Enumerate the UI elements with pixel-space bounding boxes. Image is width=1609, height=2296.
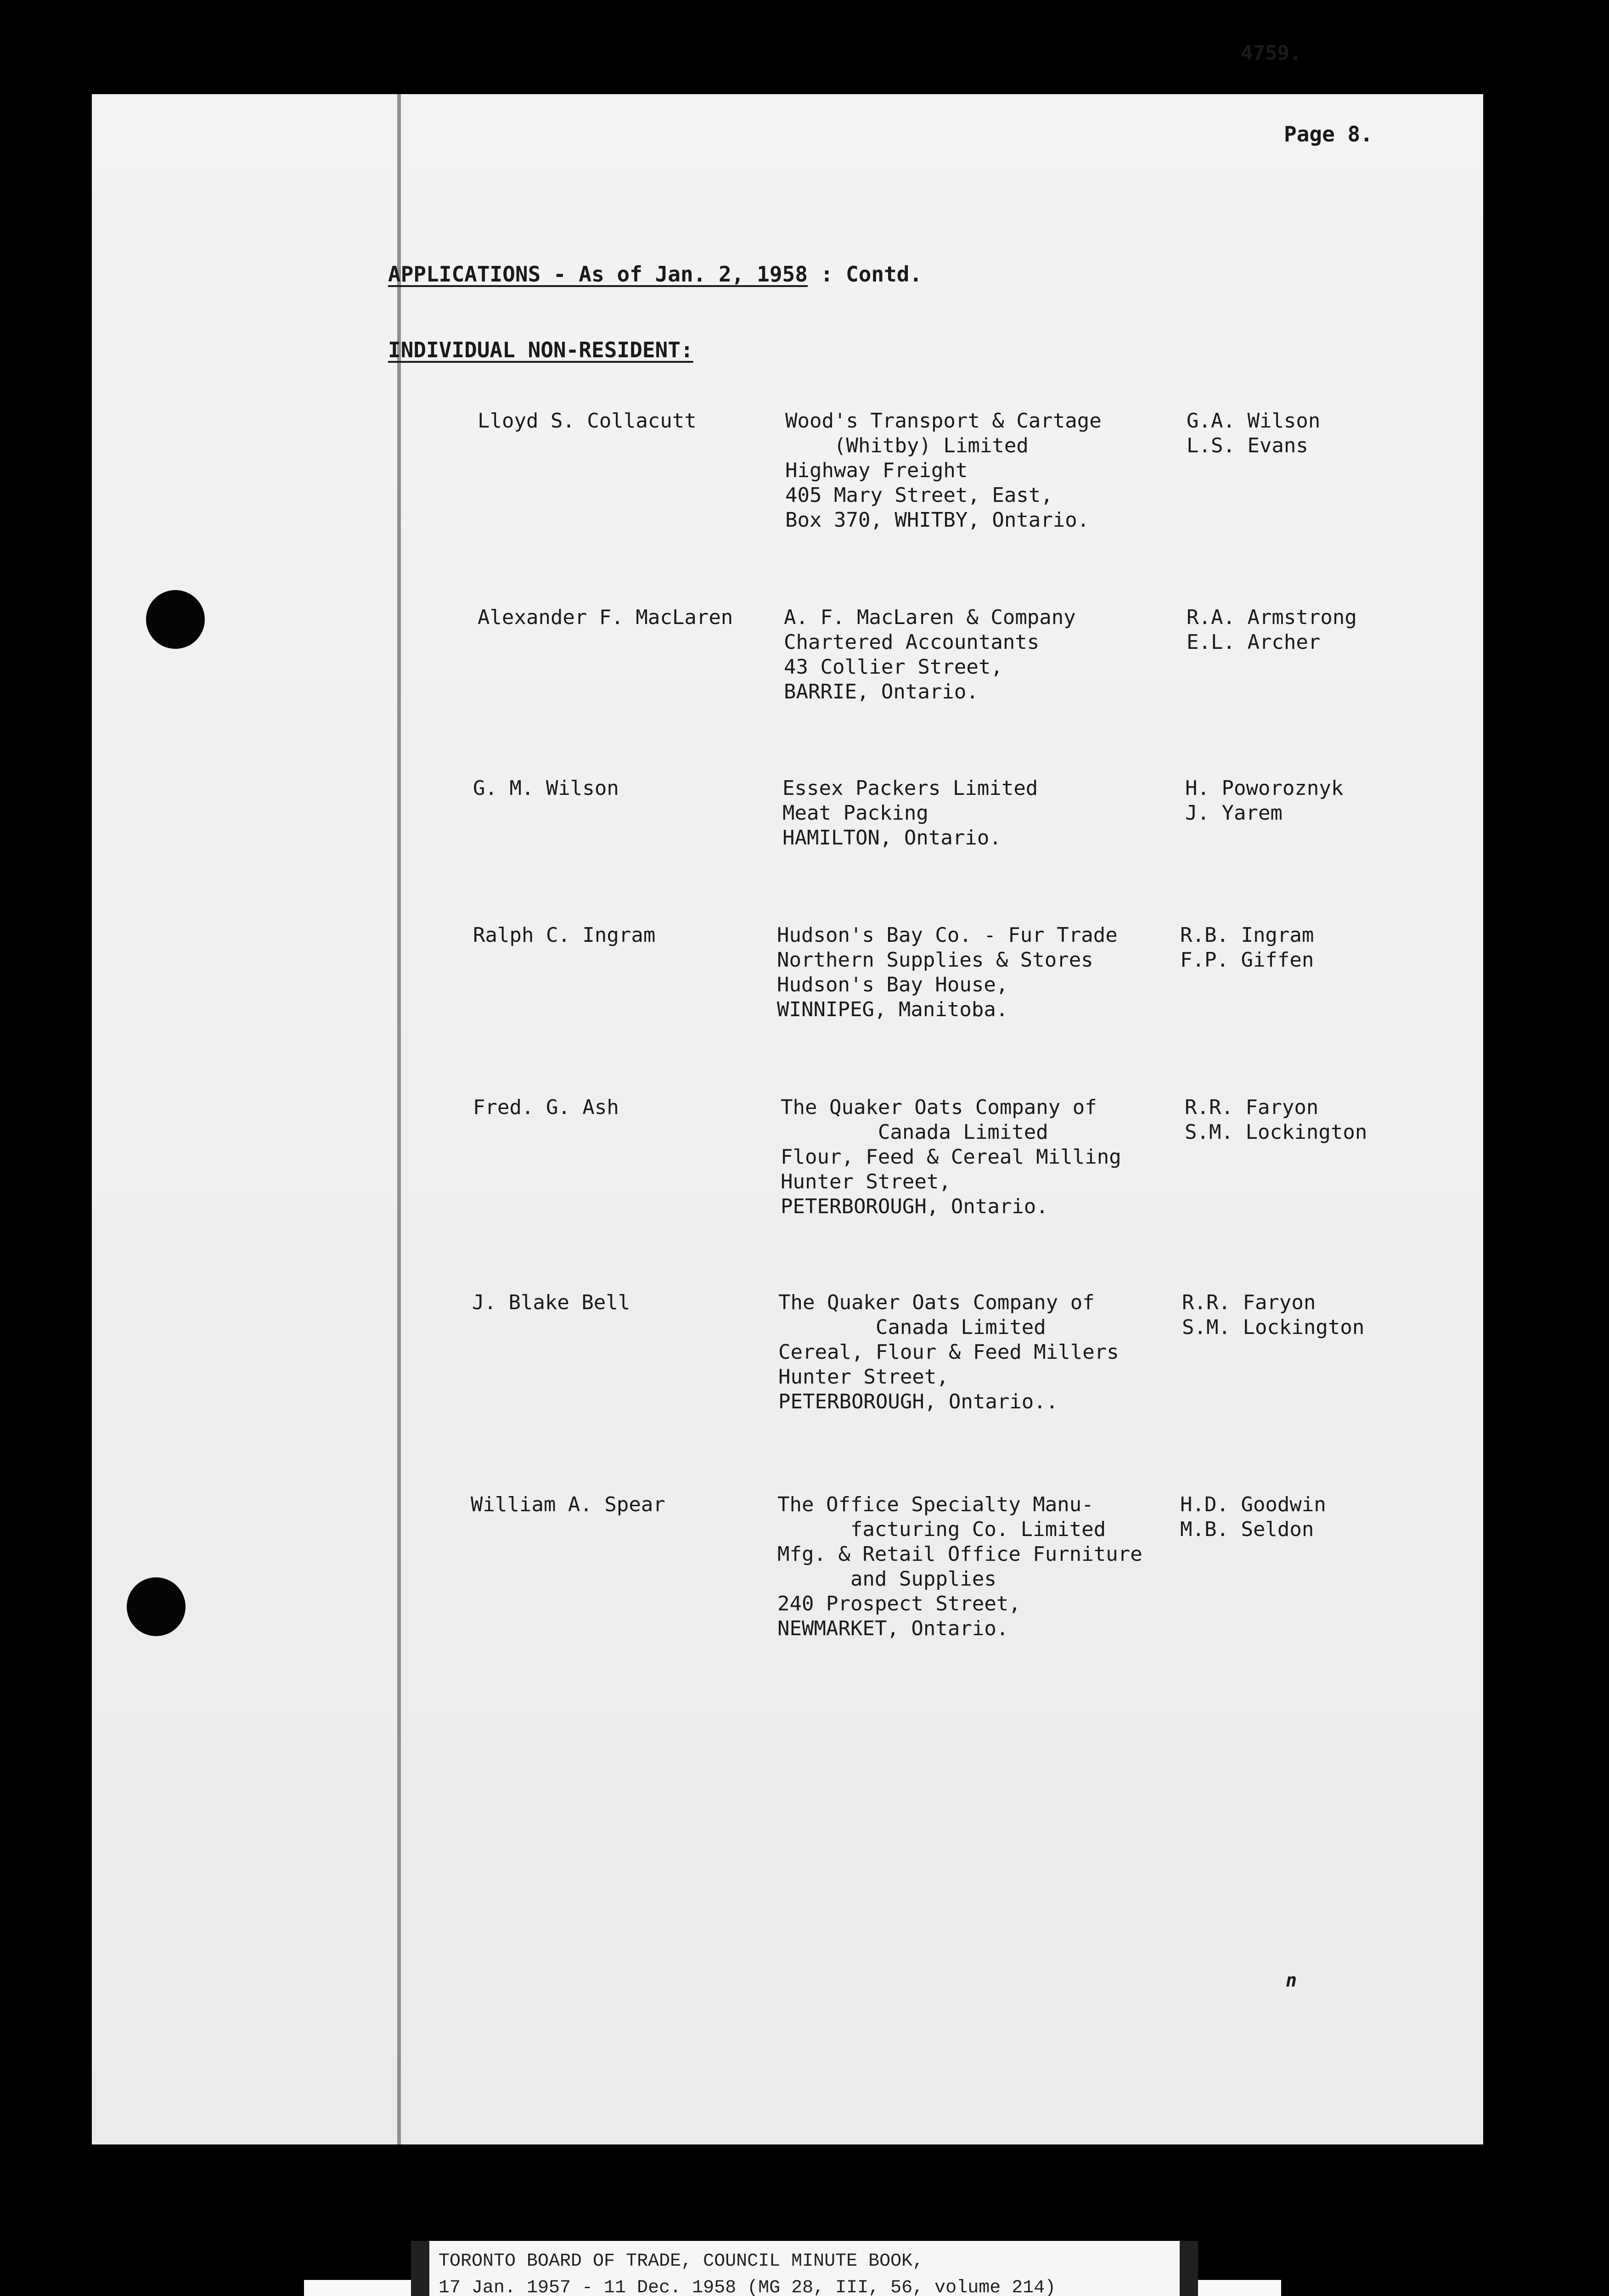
sponsor-name: R.R. Faryon <box>1185 1096 1319 1119</box>
binder-hole-top <box>146 590 205 649</box>
firm-line: Hudson's Bay House, <box>777 973 1008 996</box>
applicant-firm <box>777 923 1118 1022</box>
firm-line: Flour, Feed & Cereal Milling <box>781 1145 1121 1169</box>
archive-reference-label <box>411 2241 1198 2296</box>
binder-hole-bottom <box>127 1577 186 1636</box>
sponsors <box>1182 1290 1364 1340</box>
section-title <box>388 338 693 362</box>
firm-line: 405 Mary Street, East, <box>785 484 1053 507</box>
sponsors <box>1185 1095 1367 1145</box>
firm-line: BARRIE, Ontario. <box>784 680 979 703</box>
firm-line: Box 370, WHITBY, Ontario. <box>785 508 1090 532</box>
applicant-name: Lloyd S. Collacutt <box>478 409 697 433</box>
firm-line: Highway Freight <box>785 459 968 482</box>
sponsor-name: E.L. Archer <box>1187 630 1321 654</box>
firm-line: Northern Supplies & Stores <box>777 948 1093 972</box>
sponsor-name: M.B. Seldon <box>1180 1518 1314 1541</box>
sponsors <box>1180 923 1314 973</box>
applicant-firm <box>784 605 1076 704</box>
sponsors <box>1187 409 1320 458</box>
sponsors <box>1180 1492 1326 1542</box>
firm-line: Canada Limited <box>781 1120 1048 1144</box>
firm-line: The Office Specialty Manu- <box>777 1493 1094 1516</box>
firm-line: A. F. MacLaren & Company <box>784 606 1076 629</box>
margin-rule <box>397 94 401 2144</box>
page-number: Page 8. <box>1284 122 1373 146</box>
firm-line: Hudson's Bay Co. - Fur Trade <box>777 923 1118 947</box>
sponsor-name: R.A. Armstrong <box>1187 606 1357 629</box>
firm-line: facturing Co. Limited <box>777 1518 1106 1541</box>
applicant-firm <box>778 1290 1119 1414</box>
heading-main: APPLICATIONS - As of Jan. 2, 1958 <box>388 262 808 287</box>
sponsors <box>1187 605 1357 655</box>
firm-line: NEWMARKET, Ontario. <box>777 1617 1009 1640</box>
applicant-name: G. M. Wilson <box>473 777 619 800</box>
firm-line: (Whitby) Limited <box>785 434 1029 457</box>
sponsor-name: R.R. Faryon <box>1182 1291 1316 1314</box>
firm-line: Cereal, Flour & Feed Millers <box>778 1340 1119 1364</box>
firm-line: Mfg. & Retail Office Furniture <box>777 1542 1142 1566</box>
firm-line: Chartered Accountants <box>784 630 1040 654</box>
applicant-firm <box>781 1095 1121 1219</box>
sponsor-name: H. Poworoznyk <box>1185 777 1344 800</box>
firm-line: Wood's Transport & Cartage <box>785 409 1102 433</box>
firm-line: PETERBOROUGH, Ontario. <box>781 1195 1048 1218</box>
firm-line: Hunter Street, <box>778 1365 949 1389</box>
firm-line: PETERBOROUGH, Ontario.. <box>778 1390 1058 1413</box>
sponsor-name: L.S. Evans <box>1187 434 1308 457</box>
sponsor-name: G.A. Wilson <box>1187 409 1321 433</box>
applicant-firm <box>782 776 1038 850</box>
applications-heading <box>388 262 922 287</box>
firm-line: and Supplies <box>777 1567 996 1591</box>
firm-line: The Quaker Oats Company of <box>781 1096 1097 1119</box>
firm-line: Essex Packers Limited <box>782 777 1038 800</box>
sponsor-name: F.P. Giffen <box>1180 948 1314 972</box>
sponsor-name: S.M. Lockington <box>1185 1120 1367 1144</box>
firm-line: Meat Packing <box>782 801 928 825</box>
applicant-name: William A. Spear <box>471 1493 665 1516</box>
firm-line: Canada Limited <box>778 1316 1046 1339</box>
applicant-firm <box>785 409 1102 533</box>
firm-line: 240 Prospect Street, <box>777 1592 1021 1615</box>
firm-line: The Quaker Oats Company of <box>778 1291 1095 1314</box>
firm-line: HAMILTON, Ontario. <box>782 826 1001 850</box>
applicant-name: Fred. G. Ash <box>473 1096 619 1119</box>
firm-line: 43 Collier Street, <box>784 655 1003 679</box>
applicant-name: Alexander F. MacLaren <box>478 606 733 629</box>
firm-line: Hunter Street, <box>781 1170 951 1193</box>
reference-line-2: 17 Jan. 1957 - 11 Dec. 1958 (MG 28, III, 56, volume 214) <box>439 2278 1056 2296</box>
section-title-text: INDIVIDUAL NON-RESIDENT: <box>388 338 693 362</box>
sponsor-name: H.D. Goodwin <box>1180 1493 1326 1516</box>
heading-suffix: : Contd. <box>807 262 923 287</box>
sponsor-name: J. Yarem <box>1185 801 1283 825</box>
applicant-firm <box>777 1492 1142 1641</box>
firm-line: WINNIPEG, Manitoba. <box>777 998 1008 1021</box>
sponsors <box>1185 776 1343 826</box>
applicant-name: J. Blake Bell <box>472 1291 630 1314</box>
sponsor-name: S.M. Lockington <box>1182 1316 1365 1339</box>
folio-number: 4759. <box>1241 41 1302 65</box>
applicant-name: Ralph C. Ingram <box>473 923 656 947</box>
reference-line-1: TORONTO BOARD OF TRADE, COUNCIL MINUTE BOOK, <box>439 2251 924 2272</box>
corner-mark: n <box>1286 1970 1297 1991</box>
sponsor-name: R.B. Ingram <box>1180 923 1314 947</box>
